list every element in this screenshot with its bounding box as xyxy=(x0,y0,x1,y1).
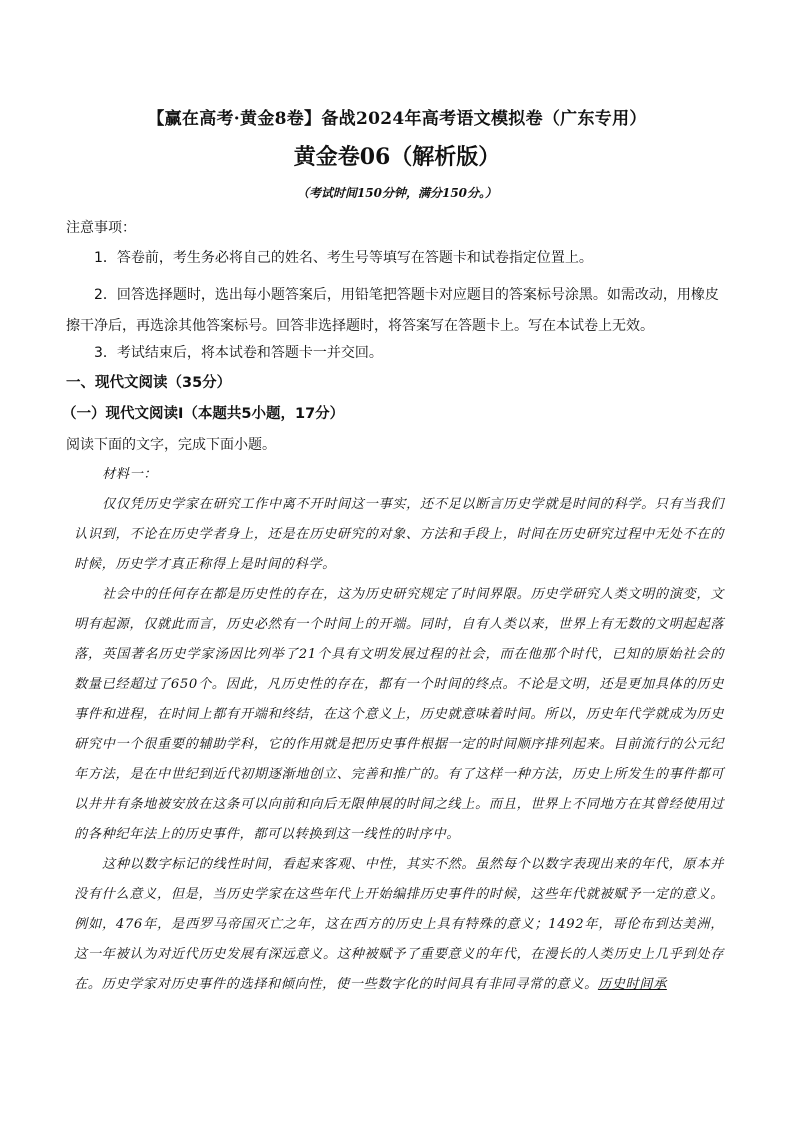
material-paragraph-3-text: 这种以数字标记的线性时间，看起来客观、中性，其实不然。虽然每个以数字表现出来的年代，原本并没有什么意义，但是，当历史学家在这些年代上开始编排历史事件的时候，这些年代就被赋予一定的意义。例如，476年，是西罗马帝国灭亡之年，这在西方的历史上具有特殊的意义；1492年，哥伦布到达美洲，这一年被认为对近代历史发展有深远意义。这种被赋予了重要意义的年代，在漫长的人类历史上几乎到处存在。历史学家对历史事件的选择和倾向性，使一些数字化的时间具有非同寻常的意义。 xyxy=(74,857,724,992)
material-paragraph-3 xyxy=(74,850,724,1000)
notes-heading: 注意事项： xyxy=(66,220,136,236)
notes-item-2: 2．回答选择题时，选出每小题答案后，用铅笔把答题卡对应题目的答案标号涂黑。如需改动，用橡皮擦干净后，再选涂其他答案标号。回答非选择题时，将答案写在答题卡上。写在本试卷上无效。 xyxy=(66,287,719,334)
notes-item-3: 3．考试结束后，将本试卷和答题卡一并交回。 xyxy=(94,345,383,361)
material-paragraph-2: 社会中的任何存在都是历史性的存在，这为历史研究规定了时间界限。历史学研究人类文明的演变，文明有起源，仅就此而言，历史必然有一个时间上的开端。同时，自有人类以来，世界上有无数的文明起起落落，英国著名历史学家汤因比列举了21个具有文明发展过程的社会，而在他那个时代，已知的原始社会的数量已经超过了650个。因此，凡历史性的存在，都有一个时间的终点。不论是文明，还是更加具体的历史事件和进程，在时间上都有开端和终结，在这个意义上，历史就意味着时间。所以，历史年代学就成为历史研究中一个很重要的辅助学科，它的作用就是把历史事件根据一定的时间顺序排列起来。目前流行的公元纪年方法，是在中世纪到近代初期逐渐地创立、完善和推广的。有了这样一种方法，历史上所发生的事件都可以井井有条地被安放在这条可以向前和向后无限伸展的时间之线上。而且，世界上不同地方在其曾经使用过的各种纪年法上的历史事件，都可以转换到这一线性的时序中。 xyxy=(74,587,724,842)
exam-time-info: （考试时间150分钟，满分150分。） xyxy=(296,186,498,200)
material-label: 材料一： xyxy=(102,467,158,482)
material-body xyxy=(74,460,724,1000)
exam-series-title: 【赢在高考·黄金8卷】备战2024年高考语文模拟卷（广东专用） xyxy=(147,109,647,129)
paper-title: 黄金卷06（解析版） xyxy=(293,144,501,170)
section-heading: 一、现代文阅读（35分） xyxy=(66,375,232,391)
subsection-heading: （一）现代文阅读Ⅰ（本题共5小题，17分） xyxy=(62,406,345,422)
notes-item-1: 1．答卷前，考生务必将自己的姓名、考生号等填写在答题卡和试卷指定位置上。 xyxy=(94,250,593,266)
underlined-phrase: 历史时间承 xyxy=(597,977,667,992)
reading-instruction: 阅读下面的文字，完成下面小题。 xyxy=(66,437,276,453)
material-paragraph-1: 仅仅凭历史学家在研究工作中离不开时间这一事实，还不足以断言历史学就是时间的科学。只有当我们认识到，不论在历史学者身上，还是在历史研究的对象、方法和手段上，时间在历史研究过程中无处不在的时候，历史学才真正称得上是时间的科学。 xyxy=(74,497,724,572)
